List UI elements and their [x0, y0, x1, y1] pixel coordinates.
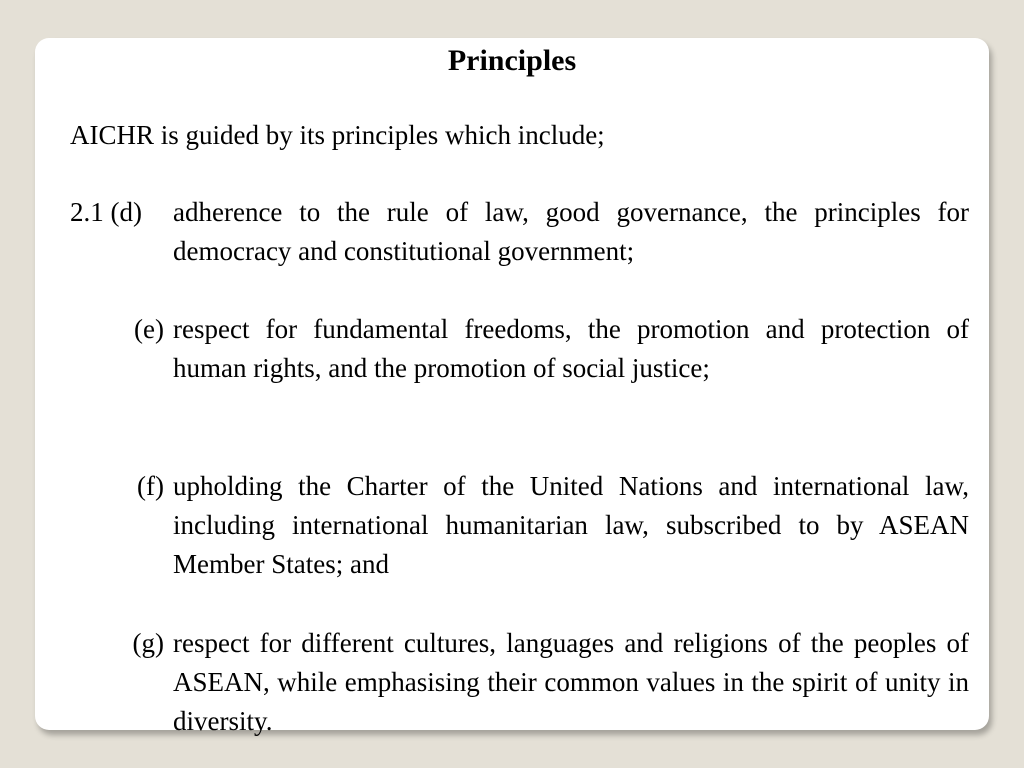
principle-text-e: respect for fundamental freedoms, the promotion and protection of human rights, and the promotion of social justice;	[173, 314, 969, 383]
principle-text-f: upholding the Charter of the United Nations and international law, including international humanitarian law, subscribed to by ASEAN Member States; and	[173, 471, 969, 579]
principle-marker-e: (e)	[134, 314, 164, 344]
principle-text-g: respect for different cultures, languages and religions of the peoples of ASEAN, while emphasising their common values in the spirit of unity in diversity.	[173, 628, 969, 736]
principle-marker-d: 2.1 (d)	[70, 197, 142, 227]
slide-title: Principles	[447, 44, 577, 77]
principle-marker-f: (f)	[137, 471, 164, 501]
intro-text: AICHR is guided by its principles which include;	[70, 120, 605, 150]
principle-marker-g: (g)	[132, 628, 164, 658]
slide-card	[35, 38, 989, 736]
principle-text-d: adherence to the rule of law, good governance, the principles for democracy and constitutional government;	[173, 197, 969, 266]
